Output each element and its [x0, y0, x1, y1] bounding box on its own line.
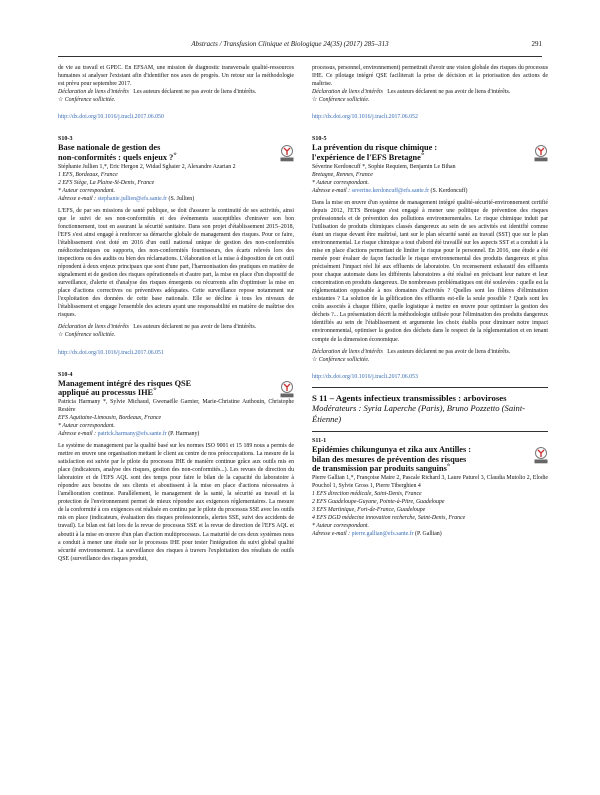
abstract-code: S10-3	[58, 136, 73, 143]
abstract-title: Management intégré des risques QSE appliqué au processus IHE☆	[58, 379, 294, 398]
email-line: Adresse e-mail : severine.kerdoncuff@efs.sante.fr (S. Kerdoncuff)	[312, 187, 468, 194]
continuation-text: processus, personnel, environnement) permettrait d'avoir une vision globale des risques du processus IHE. Ce pilotage intégré QSE faciliterait la prise de décision et la priorisation des actions de maîtrise.	[312, 65, 548, 88]
affiliation: EFS Aquitaine-Limousin, Bordeaux, France	[58, 414, 162, 421]
header-rule	[58, 56, 542, 57]
abstract-body: Dans la mise en œuvre d'un système de management intégré qualité-sécurité-environnement certifié depuis 2012, l'ETS Bretagne s'est engagé à mener une politique de prévention des risques professionnels et de prévention des pollutions environnementales. Le risque chimique induit par l'utilisation de produits chimiques classés dangereux au sein de ses activités est identifié comme étant un risque devant être maîtrisé, tant sur le plan sécurité santé au travail (SST) que sur le plan environnemental. Le risque chimique a tout d'abord été travaillé sur les aspects SST et a conduit à la mise en place d'actions permettant de limiter le risque pour le personnel. En 2016, une étude a été menée pour évaluer de façon factuelle le risque environnemental des produits dangereux et plus précisément l'impact réel lié aux effluents de laboratoire. Un recensement exhaustif des effluents pour chaque automate dans les différents laboratoires a été réalisé en précisant leur nature et leur concentration en produits dangereux. De nombreuses problématiques ont été soulevées : quelle est la réglementation opposable à nos domaines d'activités ? Quelles sont les filières d'élimination existantes ? La solution de la gélification des effluents est-elle la seule possible ? Quels sont les coûts associés à chaque filière, quelle logistique à mettre en œuvre pour optimiser la gestion des déchets ?... La présentation décrit la méthodologie utilisée pour l'élimination des produits dangereux identifiés au sein de l'établissement et argumente les choix établis pour diminuer notre impact environnemental, optimiser la gestion des déchets dans le respect de la réglementation et en tenant compte de la dimension économique.	[312, 199, 548, 343]
left-column	[58, 64, 294, 563]
section-moderators: Modérateurs : Syria Laperche (Paris), Bruno Pozzetto (Saint-Étienne)	[312, 403, 526, 425]
email-line: Adresse e-mail : pierre.gallian@efs.sante.fr (P. Gallian)	[312, 531, 442, 538]
crossmark-icon[interactable]	[280, 381, 294, 398]
author-list: Séverine Kerdoncuff *, Sophie Requiem, Benjamin Le Bihan	[312, 163, 456, 170]
email-link[interactable]: patrick.harmany@efs.sante.fr	[97, 430, 167, 437]
author-list: Patricia Harmany *, Sylvie Michaud, Gwenaëlle Garnier, Marie-Christine Authouin, Christophe Resière	[58, 398, 294, 413]
abstract-title: La prévention du risque chimique : l'expérience de l'EFS Bretagne☆	[312, 143, 548, 162]
email-line: Adresse e-mail : patrick.harmany@efs.sante.fr (P. Harmany)	[58, 430, 200, 437]
abstract-code: S10-4	[58, 371, 73, 378]
affiliation: Bretagne, Rennes, France	[312, 171, 373, 178]
journal-citation: Abstracts / Transfusion Clinique et Biologique 24(3S) (2017) 285–313	[191, 40, 389, 48]
author-list: Pierre Gallian 1,*, Françoise Maire 2, Pascale Richard 3, Laure Paturel 3, Claudia Mutolio 2, Elodie Pouchol 1, Sylvie Gross 1, Pierre Tiberghien 4	[312, 475, 548, 490]
email-line: Adresse e-mail : stephanie.jullien@efs.sante.fr (S. Jullien)	[58, 195, 195, 202]
abstract-body: L'EFS, de par ses missions de santé publique, se doit d'assurer la continuité de ses activités, ainsi que le suivi de ses non-conformités et des événements susceptibles d'entraver son bon fonctionnement, tout en assurant la sécurité sanitaire. Dans son projet d'établissement 2015–2018, l'EFS s'est ainsi engagé à renforcer sa démarche globale de management des risques. Pour ce faire, l'établissement s'est doté en 2016 d'un outil national unique de gestion des non-conformités médicotechniques ou supports, des non-conformités fournisseurs, des écarts relevés lors des inspections ou des audits ou bien des réclamations. L'élaboration et la mise à disposition de cet outil répondent à deux enjeux principaux que sont d'une part, l'harmonisation des pratiques en matière de signalement et de gestion des risques opérationnels et d'autre part, la mise en place d'un dispositif de surveillance, d'alerte et d'analyse des risques émergents ou récurrents afin d'optimiser la mise en place d'actions correctives ou préventives adéquates. Cette surveillance repose notamment sur l'exploitation des données de cette base nationale. Elle se décline à tous les niveaux de l'établissement et engage l'ensemble des acteurs ayant une responsabilité en matière de maîtrise des risques.	[58, 207, 294, 319]
corresponding-note: * Auteur correspondant.	[58, 422, 115, 429]
disclosure: Déclaration de liens d'intérêts Les auteurs déclarent ne pas avoir de liens d'intérêts.	[58, 324, 257, 331]
page-number: 291	[531, 40, 542, 48]
right-column	[312, 64, 548, 538]
affiliation: 4 EFS DGD médecine innovation recherche, Saint-Denis, France	[312, 515, 466, 522]
email-link[interactable]: severine.kerdoncuff@efs.sante.fr	[351, 187, 430, 194]
disclosure: Déclaration de liens d'intérêts Les auteurs déclarent ne pas avoir de liens d'intérêts.	[312, 89, 511, 96]
disclosure: Déclaration de liens d'intérêts Les auteurs déclarent ne pas avoir de liens d'intérêts.	[58, 89, 257, 96]
abstract-body: Le système de management par la qualité basé sur les normes ISO 9001 et 15 189 nous a permis de mettre en œuvre une organisation mettant le client au centre de nos préoccupations. La mesure de la satisfaction est suivie par le pilote du processus IHE de manière continue grâce aux outils mis en place (indicateurs, analyse des risques, gestion des non-conformités...). Les revues de direction du laboratoire et de l'EFS AQL sont des temps pour faire le bilan de la capacité du laboratoire à répondre aux besoins de ses clients et aboutissent à la mise en place d'actions nécessaires à l'amélioration continue. Parallèlement, le management de la santé, la sécurité au travail et la protection de l'environnement permet de mieux répondre aux exigences réglementaires. La mesure de la conformité à ces exigences est réalisée en continu par le pilote du processus SSE avec les outils mis en place (indicateurs, évaluation des risques professionnels, alertes SSE, suivi des accidents de travail). Le bilan est fait lors de la revue de processus SSE et la revue de direction de l'EFS AQL et aboutit à la mise en œuvre d'un plan d'action multiprocessus. La maturité de ces deux systèmes nous a conduit à mener une étude sur le processus IHE pour tester l'intégration du suivi global qualité sécurité environnement. La surveillance des risques à travers l'exploitation des résultats de outils QSE (surveillance des risques produit,	[58, 443, 294, 562]
crossmark-icon[interactable]	[534, 447, 548, 464]
crossmark-icon[interactable]	[280, 145, 294, 162]
solicited-note: ☆ Conférence sollicitée.	[312, 356, 370, 363]
crossmark-icon[interactable]	[534, 145, 548, 162]
doi-link[interactable]: http://dx.doi.org/10.1016/j.tracli.2017.06.050	[58, 114, 164, 121]
corresponding-note: * Auteur correspondant.	[312, 179, 369, 186]
email-link[interactable]: pierre.gallian@efs.sante.fr	[351, 531, 414, 538]
affiliation: 1 EFS direction médicale, Saint-Denis, France	[312, 491, 422, 498]
disclosure: Déclaration de liens d'intérêts Les auteurs déclarent ne pas avoir de liens d'intérêts.	[312, 348, 511, 355]
doi-link[interactable]: http://dx.doi.org/10.1016/j.tracli.2017.06.051	[58, 349, 164, 356]
affiliation: 1 EFS, Bordeaux, France	[58, 171, 118, 178]
section-rule	[312, 431, 548, 432]
email-link[interactable]: stephanie.jullien@efs.sante.fr	[97, 195, 168, 202]
affiliation: 2 EFS Guadeloupe-Guyane, Pointe-à-Pitre, Guadeloupe	[312, 499, 445, 506]
abstract-title: Epidémies chikungunya et zika aux Antilles : bilan des mesures de prévention des risques de transmission par produits sanguins☆	[312, 445, 548, 474]
corresponding-note: * Auteur correspondant.	[312, 523, 369, 530]
doi-link[interactable]: http://dx.doi.org/10.1016/j.tracli.2017.06.052	[312, 114, 418, 121]
affiliation: 3 EFS Martinique, Fort-de-France, Guadeloupe	[312, 507, 426, 514]
solicited-note: ☆ Conférence sollicitée.	[58, 332, 116, 339]
affiliation: 2 EFS Siège, La Plaine-St-Denis, France	[58, 179, 155, 186]
solicited-note: ☆ Conférence sollicitée.	[58, 97, 116, 104]
abstract-code: S10-5	[312, 136, 327, 143]
continuation-text: de vie au travail et GPEC. En EFSAM, une mission de diagnostic transversale qualité-ressources humaines si analyser l'existant afin d'identifier nos axes de progrès. Un retour sur la méthodologie est prévu pour septembre 2017.	[58, 65, 294, 88]
author-list: Stéphanie Jullien 1,*, Eric Hergon 2, Widad Sghaier 2, Alexandre Azarian 2	[58, 163, 236, 170]
solicited-note: ☆ Conférence sollicitée.	[312, 97, 370, 104]
section-title: S 11 – Agents infectieux transmissibles : arboviroses	[312, 392, 507, 403]
abstract-code: S11-1	[312, 438, 327, 445]
abstract-title: Base nationale de gestion des non-conformités : quels enjeux ?☆	[58, 143, 294, 162]
page-header	[58, 40, 542, 52]
doi-link[interactable]: http://dx.doi.org/10.1016/j.tracli.2017.06.053	[312, 373, 418, 380]
corresponding-note: * Auteur correspondant.	[58, 187, 115, 194]
section-rule	[312, 387, 548, 388]
